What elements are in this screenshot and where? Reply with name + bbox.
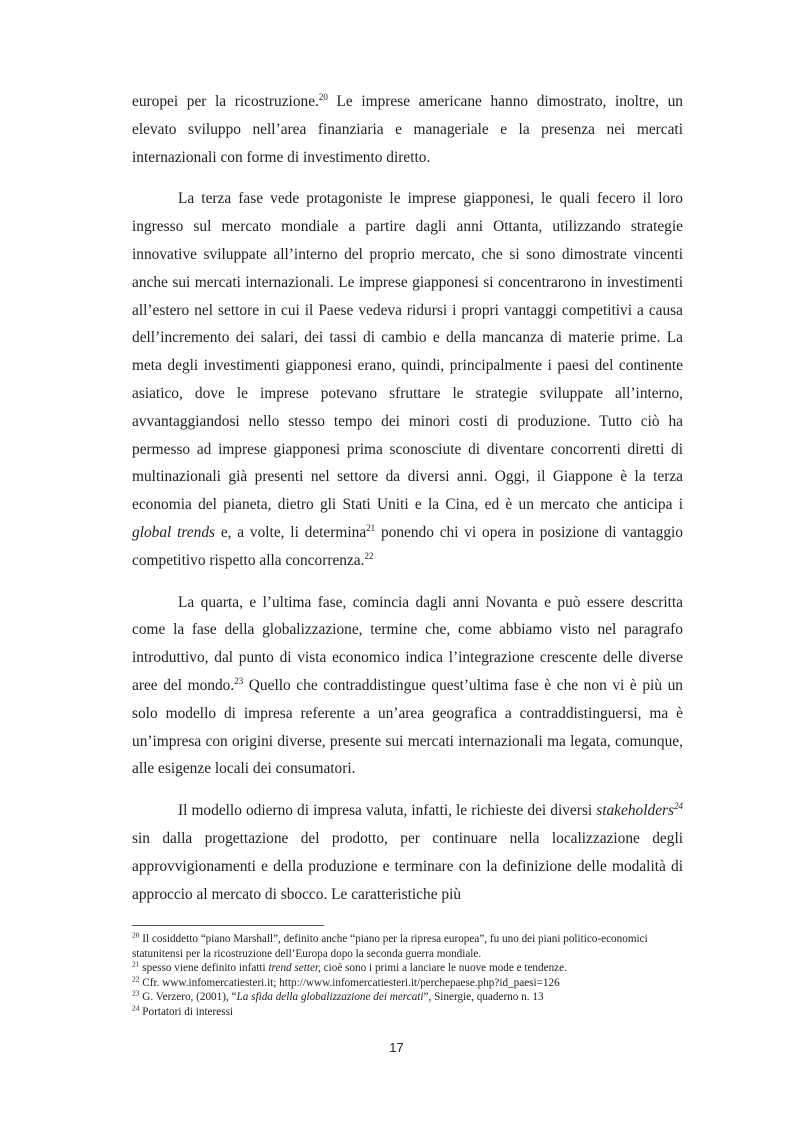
paragraph-4-italic-text: stakeholders — [596, 802, 674, 820]
footnote-ref-20: 20 — [318, 91, 328, 102]
footnote-21 — [132, 961, 683, 976]
footnote-ref-22: 22 — [364, 550, 374, 561]
footnote-23 — [132, 990, 683, 1005]
footnote-text: Cfr. www.infomercatiesteri.it; http://www.infomercatiesteri.it/perchepaese.php?id_paesi=126 — [139, 976, 560, 989]
paragraph-4 — [132, 797, 683, 908]
paragraph-3 — [132, 589, 683, 784]
footnote-text-b: ”, Sinergie, quaderno n. 13 — [423, 991, 544, 1004]
paragraph-2-text-a: La terza fase vede protagoniste le imprese giapponesi, le quali fecero il loro ingresso sul mercato mondiale a partire dagli anni Ottanta, utilizzando strategie innovative sviluppate all’interno del proprio mercato, che si sono dimostrate vincenti anche sui mercati internazionali. Le imprese giapponesi si concentrarono in investimenti all’estero nel settore in cui il Paese vedeva ridursi i propri vantaggi competitivi a causa dell’incremento dei salari, dei tassi di cambio e della mancanza di materie prime. La meta degli investimenti giapponesi erano, quindi, principalmente i paesi del continente asiatico, dove le imprese potevano sfruttare le strategie sviluppate all’interno, avvantaggiandosi nello stesso tempo dei minori costi di produzione. Tutto ciò ha permesso ad imprese giapponesi prima sconosciute di diventare concorrenti diretti di multinazionali già presenti nel settore da diversi anni. Oggi, il Giappone è la terza economia del pianeta, dietro gli Stati Uniti e la Cina, ed è un mercato che anticipa i — [132, 190, 683, 514]
footnote-italic: trend setter, — [268, 962, 321, 975]
footnote-number: 23 — [132, 988, 140, 998]
paragraph-4-italic — [596, 802, 683, 819]
footnote-number: 21 — [132, 959, 140, 969]
paragraph-2 — [132, 185, 683, 574]
footnote-20 — [132, 932, 683, 961]
page-number: 17 — [389, 1040, 404, 1055]
footnote-number: 22 — [132, 974, 140, 984]
paragraph-3-text-b: Quello che contraddistingue quest’ultima fase è che non vi è più un solo modello di impresa referente a un’area geografica a contraddistinguersi, ma è un’impresa con origini diverse, presente sui mercati internazionali ma legata, comunque, alle esigenze locali dei consumatori. — [132, 676, 683, 778]
footnote-text-a: spesso viene definito infatti — [139, 962, 269, 975]
footnote-ref-24: 24 — [674, 801, 683, 811]
footnote-number: 24 — [132, 1003, 140, 1013]
footnote-ref-23: 23 — [234, 675, 244, 686]
footnote-text: Portatori di interessi — [139, 1005, 234, 1018]
paragraph-4-text-b: sin dalla progettazione del prodotto, per continuare nella localizzazione degli approvvigionamenti e della produzione e terminare con la definizione delle modalità di approccio al mercato di sbocco. Le caratteristiche più — [132, 829, 683, 903]
footnote-22 — [132, 976, 683, 991]
paragraph-1-text-a: europei per la ricostruzione. — [132, 93, 319, 110]
paragraph-2-text-b: e, a volte, li determina — [215, 523, 367, 541]
footnote-ref-21: 21 — [366, 522, 376, 533]
footnote-italic: La sfida della globalizzazione dei mercati — [236, 991, 424, 1004]
footnote-text-b: cioè sono i primi a lanciare le nuove mode e tendenze. — [320, 962, 567, 975]
paragraph-2-text-c: ponendo chi vi opera in posizione di vantaggio competitivo rispetto alla concorrenza. — [132, 523, 683, 569]
footnote-text-a: G. Verzero, (2001), “ — [139, 991, 237, 1004]
paragraph-1 — [132, 88, 683, 171]
body-text — [132, 88, 683, 922]
footnote-number: 20 — [132, 930, 140, 940]
paragraph-4-text-a: Il modello odierno di impresa valuta, infatti, le richieste dei diversi — [178, 802, 597, 820]
paragraph-2-italic: global trends — [132, 523, 216, 541]
footnote-divider — [132, 925, 324, 926]
footnote-text: Il cosiddetto “piano Marshall”, definito anche “piano per la ripresa europea”, fu uno dei piani politico-economici statunitensi per la ricostruzione dell’Europa dopo la seconda guerra mondiale. — [132, 933, 648, 960]
paragraph-3-text-a: La quarta, e l’ultima fase, comincia dagli anni Novanta e può essere descritta come la fase della globalizzazione, termine che, come abbiamo visto nel paragrafo introduttivo, dal punto di vista economico indica l’integrazione crescente delle diverse aree del mondo. — [132, 593, 683, 694]
footnote-24 — [132, 1005, 683, 1020]
paragraph-1-text-b: Le imprese americane hanno dimostrato, inoltre, un elevato sviluppo nell’area finanziaria e manageriale e la presenza nei mercati internazionali con forme di investimento diretto. — [132, 93, 683, 166]
footnotes — [132, 932, 683, 1020]
